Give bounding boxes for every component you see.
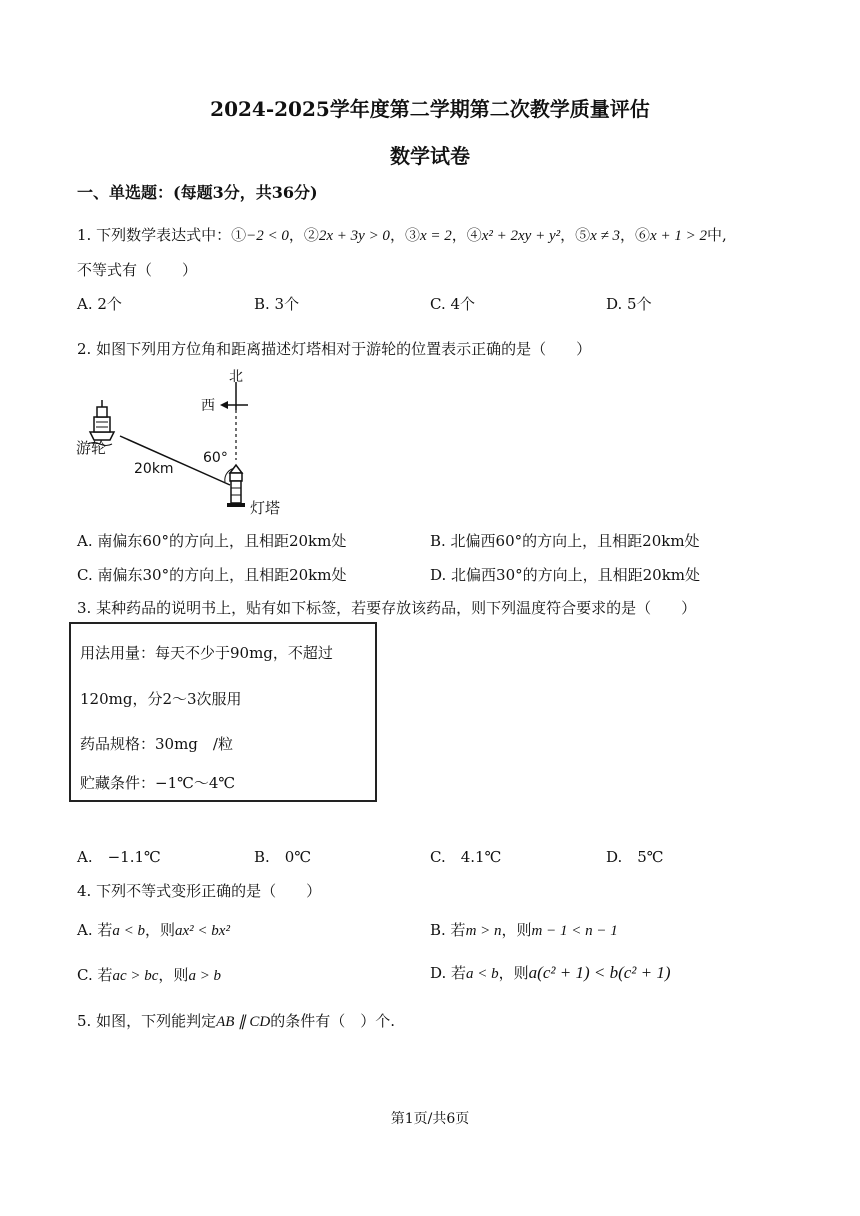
q4-a-prefix: A. 若 (77, 921, 113, 939)
q1-option-c[interactable]: C. 4个 (430, 295, 476, 313)
q4-b-then: ，则 (501, 921, 532, 939)
question-1-line-2: 不等式有（ ） (77, 261, 198, 279)
question-1-line-1 (77, 224, 727, 245)
q4-d-condition: a < b (466, 966, 499, 982)
q2-option-d[interactable]: D. 北偏西30°的方向上，且相距20km处 (430, 566, 701, 584)
q1-c3-mark: ，③ (389, 226, 420, 244)
q5-prefix: 5. 如图，下列能判定 (77, 1012, 217, 1030)
section-heading: 一、单选题：(每题3分，共36分) (77, 183, 318, 202)
exam-subtitle: 数学试卷 (390, 144, 470, 168)
q1-c1-expr: −2 < 0 (246, 228, 289, 244)
ship-label: 游轮 (76, 439, 107, 457)
q4-b-result: m − 1 < n − 1 (531, 923, 618, 939)
bearing-figure (70, 362, 300, 522)
q4-d-result: a(c² + 1) < b(c² + 1) (528, 963, 671, 982)
q1-option-d[interactable]: D. 5个 (606, 295, 652, 313)
q4-b-condition: m > n (465, 923, 502, 939)
question-3-stem: 3. 某种药品的说明书上，贴有如下标签，若要存放该药品，则下列温度符合要求的是（ ） (77, 599, 697, 617)
exam-title: 2024-2025学年度第二学期第二次教学质量评估 (210, 97, 650, 121)
q4-a-then: ，则 (145, 921, 176, 939)
q1-suffix: 中, (706, 226, 727, 244)
q2-option-c[interactable]: C. 南偏东30°的方向上，且相距20km处 (77, 566, 347, 584)
q4-c-condition: ac > bc (112, 968, 159, 984)
q4-c-prefix: C. 若 (77, 966, 113, 984)
west-label: 西 (201, 398, 215, 414)
distance-label: 20km (134, 461, 174, 477)
q1-c6-expr: x + 1 > 2 (650, 228, 707, 244)
label-line-dosage: 用法用量：每天不少于90mg，不超过 (80, 644, 333, 662)
q2-option-b[interactable]: B. 北偏西60°的方向上，且相距20km处 (430, 532, 700, 550)
label-line-dosage-cont: 120mg，分2～3次服用 (80, 690, 242, 708)
q2-option-a[interactable]: A. 南偏东60°的方向上，且相距20km处 (77, 532, 347, 550)
q4-a-result: ax² < bx² (175, 923, 230, 939)
label-line-storage: 贮藏条件：−1℃～4℃ (80, 774, 236, 792)
west-arrow-icon (220, 401, 228, 409)
angle-label: 60° (203, 450, 228, 466)
lighthouse-label: 灯塔 (250, 499, 281, 517)
q4-c-then: ，则 (158, 966, 189, 984)
q1-c5-expr: x ≠ 3 (590, 228, 621, 244)
question-4-stem: 4. 下列不等式变形正确的是（ ） (77, 882, 322, 900)
q1-option-b[interactable]: B. 3个 (254, 295, 300, 313)
q1-c2-expr: 2x + 3y > 0 (318, 228, 390, 244)
q1-prefix: 1. 下列数学表达式中： (77, 226, 232, 244)
q4-option-a[interactable] (77, 919, 230, 940)
q1-c6-mark: ，⑥ (620, 226, 651, 244)
q5-suffix: 的条件有（ ）个. (270, 1012, 396, 1030)
q1-c1-mark: ① (231, 226, 247, 244)
medicine-label-box (69, 622, 377, 802)
q1-c4-mark: ，④ (451, 226, 482, 244)
q1-c4-expr: x² + 2xy + y² (481, 228, 561, 244)
q1-c3-expr: x = 2 (419, 228, 452, 244)
q3-option-c[interactable]: C. 4.1℃ (430, 848, 502, 866)
q1-c2-mark: ，② (288, 226, 319, 244)
question-5-stem (77, 1010, 395, 1031)
q4-c-result: a > b (188, 968, 222, 984)
q5-expression: AB ∥ CD (216, 1014, 271, 1030)
page-number: 第1页/共6页 (390, 1111, 470, 1127)
q4-d-prefix: D. 若 (430, 964, 467, 982)
north-label: 北 (229, 369, 243, 385)
label-line-spec: 药品规格：30mg /粒 (80, 735, 233, 753)
q1-c5-mark: ，⑤ (560, 226, 591, 244)
q3-option-a[interactable]: A. −1.1℃ (77, 848, 161, 866)
q4-b-prefix: B. 若 (430, 921, 466, 939)
q4-option-b[interactable] (430, 919, 618, 940)
q4-option-c[interactable] (77, 964, 221, 985)
q1-option-a[interactable]: A. 2个 (77, 295, 122, 313)
q3-option-d[interactable]: D. 5℃ (606, 848, 664, 866)
q4-a-condition: a < b (112, 923, 145, 939)
lighthouse-icon (227, 465, 245, 507)
q4-option-d[interactable] (430, 962, 671, 983)
q4-d-then: ，则 (498, 964, 529, 982)
q3-option-b[interactable]: B. 0℃ (254, 848, 312, 866)
question-2-stem: 2. 如图下列用方位角和距离描述灯塔相对于游轮的位置表示正确的是（ ） (77, 340, 592, 358)
